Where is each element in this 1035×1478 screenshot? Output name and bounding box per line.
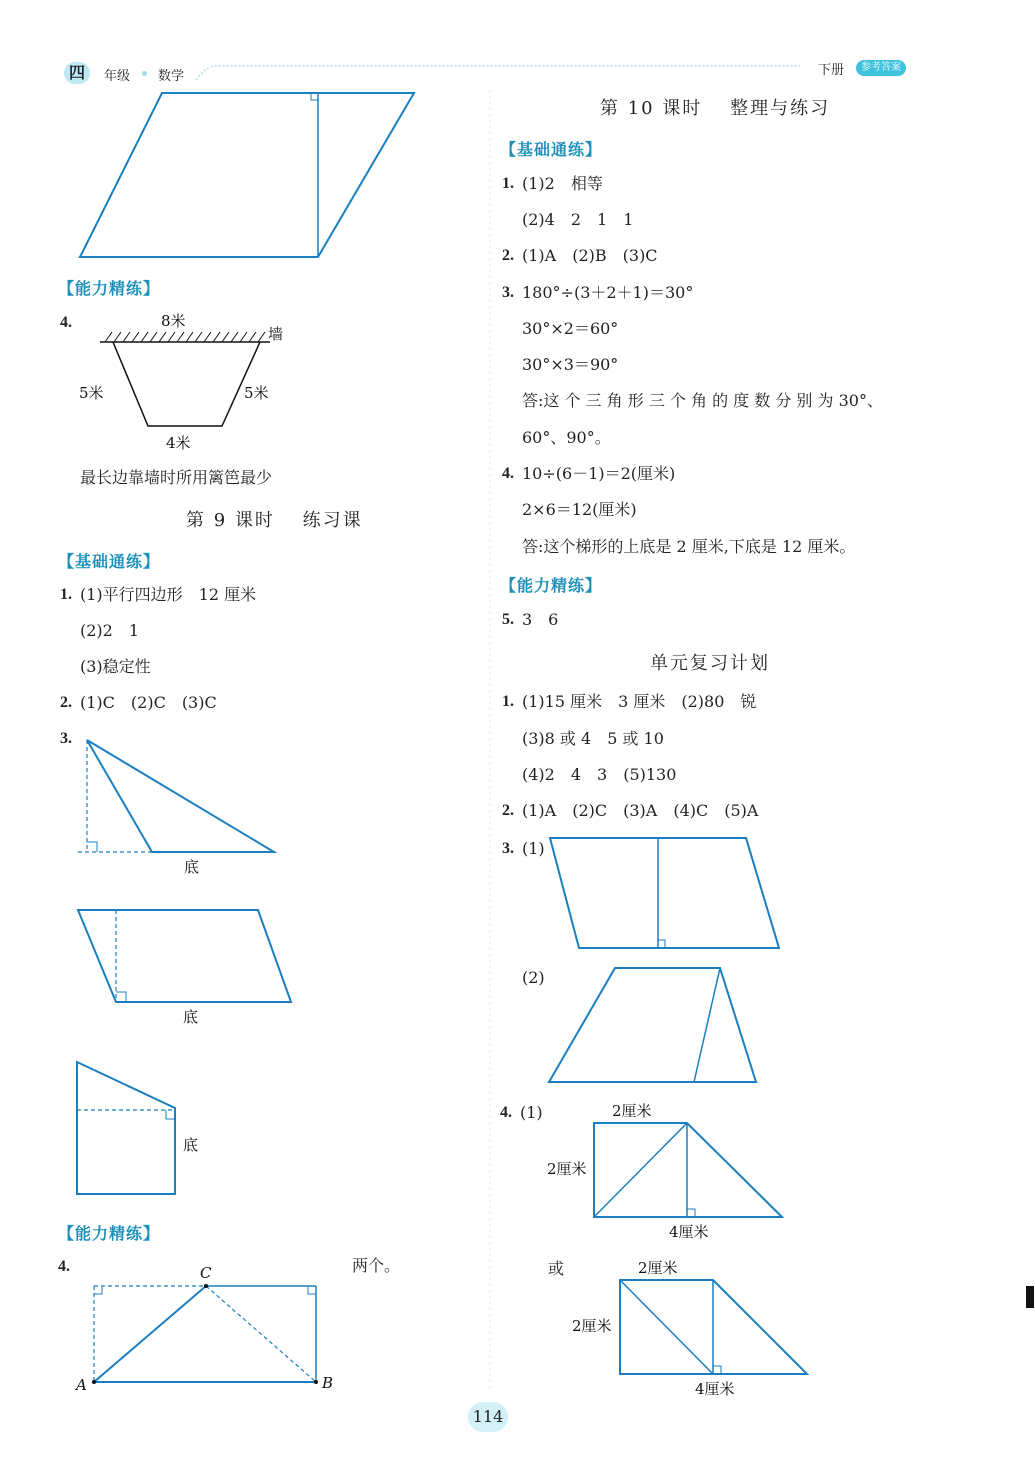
q4b-number: 4. — [58, 1258, 70, 1275]
r-q3-number: 3. — [502, 284, 514, 301]
header-rule — [190, 58, 850, 88]
shape2-top-label: 2厘米 — [638, 1259, 678, 1277]
review-trapezoid-figure — [545, 962, 765, 1092]
review-q3-number: 3. — [502, 840, 514, 857]
r-q5-line-1: 3 6 — [522, 610, 559, 629]
page-number: 114 — [468, 1402, 508, 1432]
r-q3-line-3: 30°×3＝90° — [522, 355, 619, 374]
r-q2-line-1: (1)A (2)B (3)C — [522, 246, 658, 265]
r-q4-line-2: 2×6＝12(厘米) — [522, 500, 637, 519]
review-q3-part-2: (2) — [522, 968, 545, 987]
q4b-answer: 两个。 — [352, 1256, 401, 1275]
point-c-label: C — [200, 1264, 212, 1282]
fence-left-label: 5米 — [79, 384, 104, 402]
trapezoid-height-figure — [70, 1055, 240, 1200]
fence-trapezoid-figure — [75, 308, 305, 458]
shape1-side-label: 2厘米 — [547, 1160, 587, 1178]
fence-bottom-label: 4米 — [166, 434, 191, 452]
section-ability-1: 【能力精练】 — [58, 279, 161, 298]
section-ability-2: 【能力精练】 — [58, 1224, 161, 1243]
section-basic-right: 【基础通练】 — [500, 140, 603, 159]
shape1-bottom-label: 4厘米 — [669, 1223, 709, 1241]
r-q2-number: 2. — [502, 247, 514, 264]
shape2-bottom-label: 4厘米 — [695, 1380, 735, 1398]
q4-answer: 最长边靠墙时所用篱笆最少 — [80, 468, 273, 487]
q2-line-1: (1)C (2)C (3)C — [80, 693, 217, 712]
r-q4-line-1: 10÷(6－1)＝2(厘米) — [522, 464, 676, 483]
review-q1-number: 1. — [502, 693, 514, 710]
r-q1-line-2: (2)4 2 1 1 — [522, 210, 634, 229]
section-basic-left: 【基础通练】 — [58, 552, 161, 571]
q4-number: 4. — [60, 314, 72, 331]
review-q1-line-2: (3)8 或 4 5 或 10 — [522, 729, 664, 748]
review-q2-line-1: (1)A (2)C (3)A (4)C (5)A — [522, 801, 759, 820]
triangle-height-figure — [70, 730, 290, 880]
review-q1-line-3: (4)2 4 3 (5)130 — [522, 765, 677, 784]
base-label-3: 底 — [183, 1136, 199, 1154]
shape1-top-label: 2厘米 — [612, 1102, 652, 1120]
r-q3-line-4: 答:这 个 三 角 形 三 个 角 的 度 数 分 别 为 30°、 — [522, 391, 883, 410]
scan-edge-mark — [1026, 1286, 1034, 1308]
grade-badge: 四 — [64, 62, 90, 84]
grade-label: 年级 — [104, 69, 131, 84]
q3-number: 3. — [60, 730, 72, 747]
wall-label: 墙 — [268, 325, 284, 343]
r-q1-line-1: (1)2 相等 — [522, 174, 603, 193]
r-q3-line-1: 180°÷(3＋2＋1)＝30° — [522, 283, 694, 302]
section-ability-right: 【能力精练】 — [500, 576, 603, 595]
r-q3-line-5: 60°、90°。 — [522, 428, 611, 447]
base-label-2: 底 — [183, 1008, 199, 1026]
q2-number: 2. — [60, 694, 72, 711]
q1-number: 1. — [60, 586, 72, 603]
lesson-10-title: 第 10 课时 整理与练习 — [600, 98, 831, 119]
rectangle-triangle-figure — [70, 1260, 350, 1400]
fence-top-label: 8米 — [161, 312, 186, 330]
review-shape-figure-2 — [565, 1252, 825, 1402]
review-q2-number: 2. — [502, 802, 514, 819]
shape2-side-label: 2厘米 — [572, 1317, 612, 1335]
r-q4-line-3: 答:这个梯形的上底是 2 厘米,下底是 12 厘米。 — [522, 537, 856, 556]
q1-line-1: (1)平行四边形 12 厘米 — [80, 585, 257, 604]
review-title: 单元复习计划 — [650, 653, 770, 674]
review-q1-line-1: (1)15 厘米 3 厘米 (2)80 锐 — [522, 692, 757, 711]
point-a-label: A — [76, 1376, 87, 1394]
base-label-1: 底 — [184, 858, 200, 876]
fence-right-label: 5米 — [244, 384, 269, 402]
review-parallelogram-figure — [545, 832, 790, 957]
column-divider — [488, 90, 492, 1390]
answer-badge: 参考答案 — [856, 60, 906, 76]
r-q3-line-2: 30°×2＝60° — [522, 319, 619, 338]
parallelogram-height-figure — [70, 900, 300, 1030]
r-q4-number: 4. — [502, 465, 514, 482]
header-dot — [142, 71, 147, 76]
r-q5-number: 5. — [502, 611, 514, 628]
volume-label: 下册 — [818, 63, 845, 78]
q1-line-3: (3)稳定性 — [80, 657, 151, 676]
point-b-label: B — [322, 1374, 334, 1392]
review-q4-or: 或 — [548, 1259, 565, 1278]
r-q1-number: 1. — [502, 175, 514, 192]
parallelogram-figure — [70, 85, 430, 270]
lesson-9-title: 第 9 课时 练习课 — [186, 510, 363, 531]
review-shape-figure-1 — [540, 1095, 800, 1245]
review-q3-part-1: (1) — [522, 839, 545, 858]
q1-line-2: (2)2 1 — [80, 621, 140, 640]
subject-label: 数学 — [158, 69, 185, 84]
review-q4-part-1: (1) — [520, 1103, 543, 1122]
review-q4-number: 4. — [500, 1104, 512, 1121]
